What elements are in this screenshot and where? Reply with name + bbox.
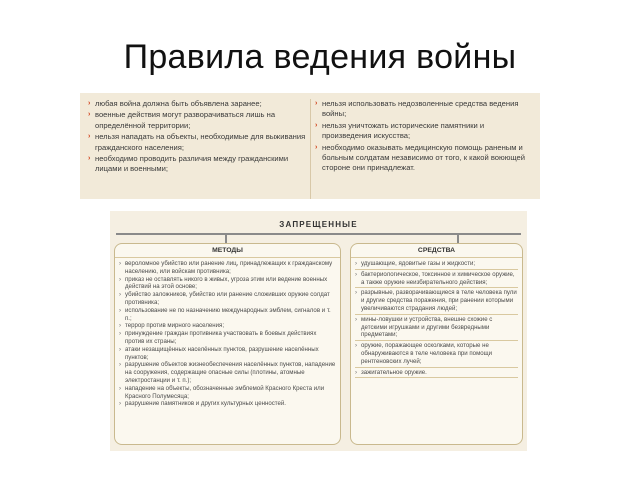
list-item	[119, 361, 336, 384]
list-item-text: бактериологическое, токсинное и химическое оружие, а также оружие неизбирательного действия;	[361, 270, 515, 286]
means-list	[351, 258, 522, 378]
bullet-arrow-icon: ›	[88, 111, 91, 119]
rule-item	[315, 99, 532, 120]
list-item-text: принуждение граждан противника участвовать в боевых действиях против их страны;	[125, 330, 317, 345]
bullet-arrow-icon: ›	[119, 384, 122, 392]
bullet-arrow-icon: ›	[355, 368, 358, 376]
rule-item	[315, 121, 532, 142]
list-item	[355, 369, 518, 379]
list-item-text: разрывные, разворачивающиеся в теле человека пули и другие средства поражения, при ранении которыми увеличиваются страдания людей;	[361, 289, 517, 312]
list-item-text: нападение на объекты, обозначенные эмблемой Красного Креста или Красного Полумесяца;	[125, 384, 325, 400]
list-item-text: использование не по назначению международных эмблем, сигналов и т. п.;	[125, 306, 331, 322]
bullet-arrow-icon: ›	[355, 315, 358, 323]
list-item	[119, 291, 336, 307]
bullet-arrow-icon: ›	[119, 306, 122, 314]
list-item-text: оружие, поражающее осколками, которые не обнаруживаются в теле человека при помощи рентгеновских лучей;	[361, 342, 493, 365]
bullet-arrow-icon: ›	[119, 260, 122, 267]
bullet-arrow-icon: ›	[315, 121, 318, 129]
list-item-text: террор против мирного населения;	[125, 322, 225, 330]
list-item	[119, 346, 336, 362]
list-item	[119, 260, 336, 276]
list-item-text: атаки незащищённых населённых пунктов, разрушение населённых пунктов;	[125, 345, 319, 361]
bullet-arrow-icon: ›	[315, 143, 318, 151]
bullet-arrow-icon: ›	[355, 260, 358, 267]
bullet-arrow-icon: ›	[119, 291, 122, 299]
bullet-arrow-icon: ›	[88, 155, 91, 163]
list-item-text: зажигательное оружие.	[361, 368, 427, 376]
rule-item	[88, 99, 306, 109]
bullet-arrow-icon: ›	[88, 133, 91, 141]
bullet-arrow-icon: ›	[88, 100, 91, 107]
bullet-arrow-icon: ›	[119, 361, 122, 369]
list-item-text: мины-ловушки и устройства, внешне схожие с детскими игрушками и другими безвредными предметами;	[361, 315, 493, 339]
list-item-text: убийство заложников, убийство или ранение сложивших оружие солдат противника;	[125, 291, 330, 306]
list-item-text: вероломное убийство или ранение лиц, принадлежащих к гражданскому населению, или войскам противника;	[125, 260, 333, 275]
diagram-header: ЗАПРЕЩЕННЫЕ	[279, 220, 358, 229]
list-item	[355, 316, 518, 341]
list-item	[355, 289, 518, 314]
rule-item	[88, 154, 306, 175]
list-item	[119, 276, 336, 292]
list-item-text: разрушение памятников и других культурных ценностей.	[125, 400, 286, 408]
bullet-arrow-icon: ›	[119, 330, 122, 338]
bullet-arrow-icon: ›	[119, 322, 122, 330]
methods-box	[114, 243, 341, 445]
rule-item	[88, 110, 306, 131]
rule-text: необходимо оказывать медицинскую помощь раненым и больным солдатам независимо от того, к какой воюющей стороне они принадлежат.	[322, 142, 526, 173]
list-item	[119, 330, 336, 346]
rule-text: нельзя нападать на объекты, необходимые для выживания гражданского населения;	[95, 132, 306, 152]
list-item	[119, 385, 336, 401]
list-item-text: удушающие, ядовитые газы и жидкости;	[361, 260, 476, 267]
list-item	[355, 342, 518, 367]
rule-text: нельзя использовать недозволенные средства ведения войны;	[322, 99, 519, 119]
methods-title: МЕТОДЫ	[115, 244, 340, 258]
means-title: СРЕДСТВА	[351, 244, 522, 258]
list-item-text: разрушение объектов жизнеобеспечения населённых пунктов, нападение на сооружения, содержащие опасные силы (плотины, атомные электростанции и т. п.);	[125, 361, 336, 384]
rules-panel	[80, 93, 540, 199]
bullet-arrow-icon: ›	[119, 275, 122, 283]
slide-title: Правила ведения войны	[123, 38, 517, 76]
rule-item	[315, 143, 532, 174]
bullet-arrow-icon: ›	[315, 100, 318, 107]
bullet-arrow-icon: ›	[355, 270, 358, 278]
list-item	[119, 322, 336, 330]
rule-item	[88, 132, 306, 153]
rule-text: необходимо проводить различия между гражданскими лицами и военными;	[95, 154, 289, 174]
diagram-connector-line	[116, 233, 521, 235]
prohibited-diagram	[110, 211, 527, 451]
rules-left-column	[84, 99, 310, 199]
means-box	[350, 243, 523, 445]
rule-text: любая война должна быть объявлена заранее;	[95, 99, 262, 108]
bullet-arrow-icon: ›	[119, 400, 122, 408]
rule-text: нельзя уничтожать исторические памятники и произведения искусства;	[322, 120, 485, 141]
bullet-arrow-icon: ›	[355, 342, 358, 350]
bullet-arrow-icon: ›	[355, 289, 358, 297]
list-item	[119, 307, 336, 323]
list-item	[119, 400, 336, 408]
bullet-arrow-icon: ›	[119, 345, 122, 353]
rules-right-column	[310, 99, 536, 199]
list-item	[355, 271, 518, 289]
list-item	[355, 260, 518, 270]
methods-list	[115, 258, 340, 408]
rule-text: военные действия могут разворачиваться лишь на определённой территории;	[95, 110, 276, 130]
list-item-text: приказ не оставлять никого в живых, угроза этим или ведение военных действий на этой основе;	[125, 275, 328, 291]
